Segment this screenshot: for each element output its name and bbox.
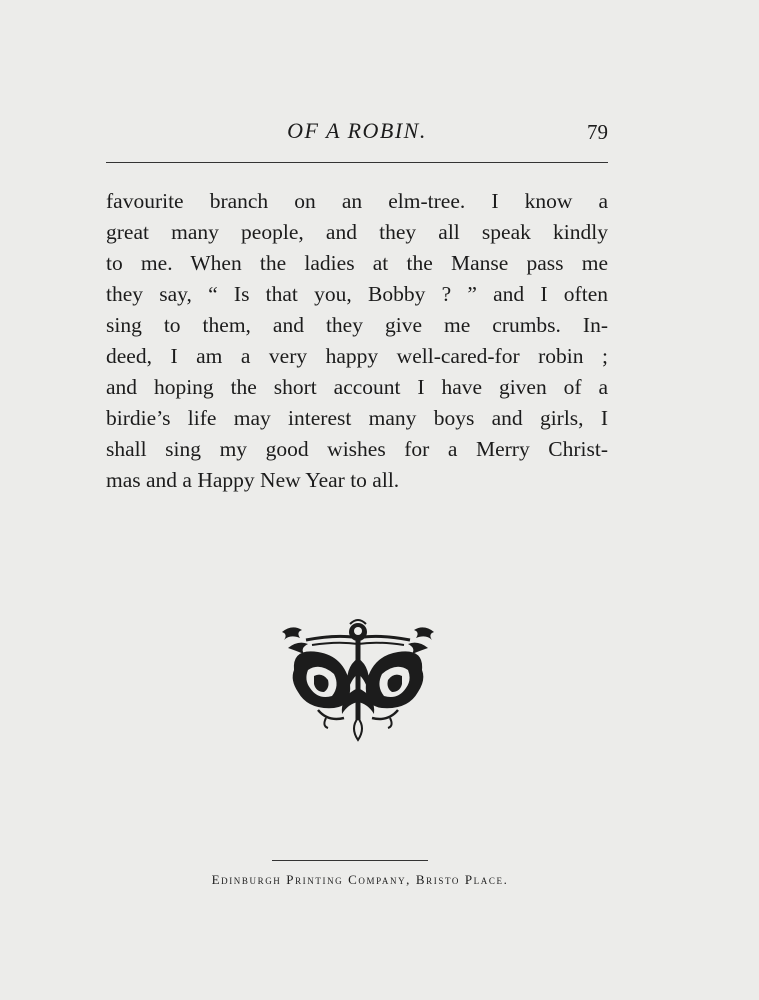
- body-text: [106, 186, 608, 496]
- text-line: sing to them, and they give me crumbs. In-: [106, 313, 608, 337]
- running-head: [106, 118, 608, 150]
- text-line: and hoping the short account I have given of a: [106, 375, 608, 399]
- text-line: mas and a Happy New Year to all.: [106, 468, 400, 492]
- text-line: to me. When the ladies at the Manse pass me: [106, 251, 608, 275]
- text-line: they say, “ Is that you, Bobby ? ” and I often: [106, 282, 608, 306]
- printer-imprint: Edinburgh Printing Company, Bristo Place.: [211, 872, 509, 887]
- text-line: deed, I am a very happy well-cared-for robin ;: [106, 344, 608, 368]
- page-number: 79: [587, 120, 608, 144]
- header-rule: [106, 162, 608, 163]
- ornament-vignette: [278, 618, 438, 742]
- text-line: shall sing my good wishes for a Merry Christ-: [106, 437, 608, 461]
- running-title: OF A ROBIN.: [287, 118, 427, 143]
- text-line: birdie’s life may interest many boys and girls, I: [106, 406, 608, 430]
- text-line: great many people, and they all speak kindly: [106, 220, 608, 244]
- text-line: favourite branch on an elm-tree. I know a: [106, 189, 608, 213]
- imprint-rule: [272, 860, 428, 861]
